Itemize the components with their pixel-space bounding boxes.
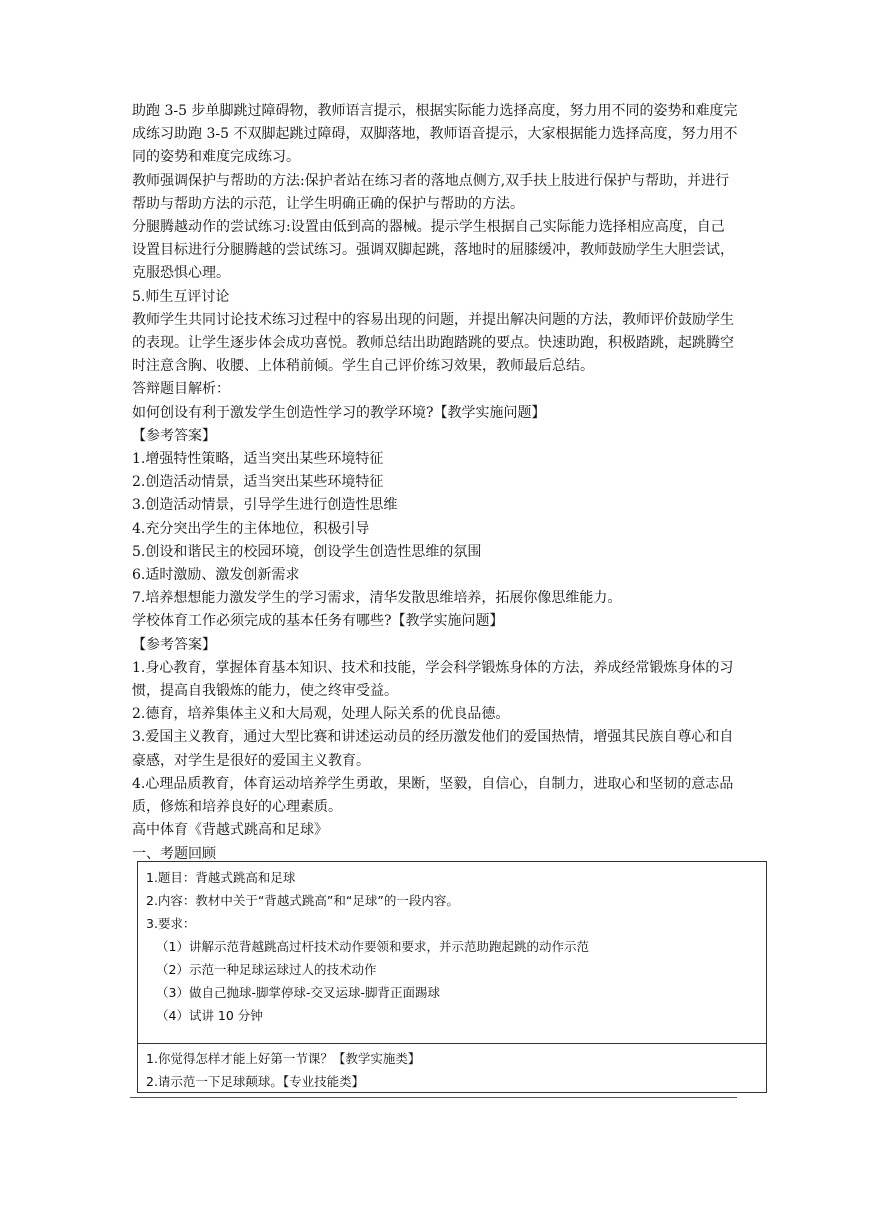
exam-title-line: 1.题目：背越式跳高和足球	[146, 870, 296, 885]
section-heading: 5.师生互评讨论	[132, 288, 230, 305]
footer-divider	[130, 1097, 737, 1098]
answer-item: 2.创造活动情景，适当突出某些环境特征	[132, 474, 384, 491]
answer-item: 4.心理品质教育，体育运动培养学生勇敢，果断，坚毅，自信心，自制力，进取心和坚韧的意志品质，修炼和培养良好的心理素质。	[132, 775, 734, 816]
defense-question: 2.请示范一下足球颠球。【专业技能类】	[146, 1074, 365, 1089]
answer-item: 1.身心教育，掌握体育基本知识、技术和技能，学会科学锻炼身体的方法，养成经常锻炼身体的习惯，提高自我锻炼的能力，使之终审受益。	[132, 659, 734, 700]
answer-item: 4.充分突出学生的主体地位，积极引导	[132, 520, 370, 537]
exam-requirement-item: （1）讲解示范背越跳高过杆技术动作要领和要求，并示范助跑起跳的动作示范	[156, 939, 589, 954]
paragraph: 助跑 3-5 步单脚跳过障碍物，教师语言提示，根据实际能力选择高度，努力用不同的姿势和难度完成练习助跑 3-5 不双脚起跳过障碍，双脚落地，教师语音提示，大家根据能力选择高度，努力用不同的姿势和难度完成练习。	[132, 103, 738, 166]
answer-item: 2.德育，培养集体主义和大局观，处理人际关系的优良品德。	[132, 706, 510, 723]
answer-label: 【参考答案】	[132, 636, 216, 653]
defense-question: 1.你觉得怎样才能上好第一节课？【教学实施类】	[146, 1051, 421, 1066]
exam-review-box	[137, 861, 767, 1093]
question: 学校体育工作必须完成的基本任务有哪些?【教学实施问题】	[132, 613, 504, 630]
answer-item: 7.培养想想能力激发学生的学习需求，清华发散思维培养，拓展你像思维能力。	[132, 590, 622, 607]
answer-item: 6.适时激励、激发创新需求	[132, 567, 300, 584]
section-heading: 答辩题目解析：	[132, 381, 230, 398]
paragraph: 教师学生共同讨论技术练习过程中的容易出现的问题，并提出解决问题的方法，教师评价鼓励学生的表现。让学生逐步体会成功喜悦。教师总结出助跑踏跳的要点。快速助跑，积极踏跳，起跳腾空时注意含胸、收腰、上体稍前倾。学生自己评价练习效果，教师最后总结。	[132, 311, 734, 375]
exam-requirement-item: （2）示范一种足球运球过人的技术动作	[156, 962, 377, 977]
exam-content-line: 2.内容：教材中关于“背越式跳高”和“足球”的一段内容。	[146, 893, 459, 908]
answer-item: 1.增强特性策略，适当突出某些环境特征	[132, 451, 384, 468]
section-heading: 一、考题回顾	[132, 845, 216, 862]
paragraph: 教师强调保护与帮助的方法:保护者站在练习者的落地点侧方,双手扶上肢进行保护与帮助，并进行帮助与帮助方法的示范，让学生明确正确的保护与帮助的方法。	[132, 172, 730, 212]
exam-requirement-item: （3）做自己抛球-脚掌停球-交叉运球-脚背正面踢球	[156, 985, 440, 1000]
lesson-title: 高中体育《背越式跳高和足球》	[132, 822, 328, 839]
exam-requirement-item: （4）试讲 10 分钟	[156, 1008, 263, 1023]
answer-item: 3.创造活动情景，引导学生进行创造性思维	[132, 497, 398, 514]
answer-item: 3.爱国主义教育，通过大型比赛和讲述运动员的经历激发他们的爱国热情，增强其民族自尊心和自豪感，对学生是很好的爱国主义教育。	[132, 729, 734, 769]
answer-item: 5.创设和谐民主的校园环境，创设学生创造性思维的氛围	[132, 543, 482, 560]
exam-box-requirements	[138, 862, 766, 1044]
document-body	[132, 100, 738, 866]
answer-label: 【参考答案】	[132, 427, 216, 444]
exam-box-questions	[138, 1044, 766, 1096]
paragraph: 分腿腾越动作的尝试练习:设置由低到高的器械。提示学生根据自己实际能力选择相应高度，自己设置目标进行分腿腾越的尝试练习。强调双脚起跳，落地时的屈膝缓冲，教师鼓励学生大胆尝试，克服恐惧心理。	[132, 219, 734, 282]
exam-requirements-label: 3.要求：	[146, 916, 196, 931]
question: 如何创设有利于激发学生创造性学习的教学环境?【教学实施问题】	[132, 404, 546, 421]
